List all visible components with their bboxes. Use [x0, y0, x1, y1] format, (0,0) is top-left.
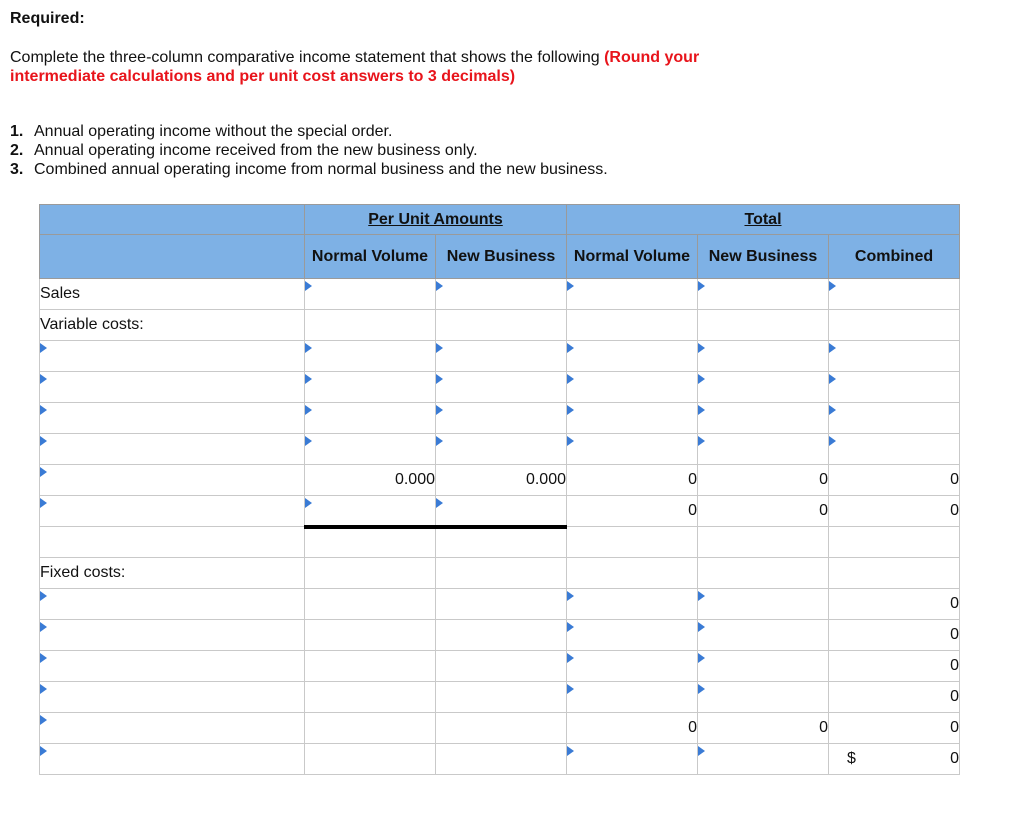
steps-list [10, 122, 608, 179]
variable-cost-label-input[interactable] [40, 403, 305, 434]
variable-cost-input[interactable] [567, 434, 698, 465]
cell [305, 744, 436, 775]
fixed-combined-value: 0 [829, 589, 960, 620]
cell [436, 589, 567, 620]
group-header-row [40, 205, 960, 235]
cell [567, 558, 698, 589]
total-value: 0 [567, 465, 698, 496]
variable-costs-row [40, 310, 960, 341]
per-unit-label: Per Unit Amounts [368, 210, 503, 228]
variable-cost-input[interactable] [436, 434, 567, 465]
cell [567, 527, 698, 558]
cell [436, 682, 567, 713]
fixed-cost-row [40, 620, 960, 651]
cell [698, 310, 829, 341]
cell [436, 744, 567, 775]
cell [698, 527, 829, 558]
cell [829, 527, 960, 558]
cell [567, 310, 698, 341]
cell [305, 310, 436, 341]
col-tot-new: New Business [698, 235, 829, 279]
per-unit-header [305, 205, 567, 235]
fixed-costs-row [40, 558, 960, 589]
step-1-text: Annual operating income without the special order. [34, 123, 393, 140]
variable-cost-label-input[interactable] [40, 372, 305, 403]
total-value: 0 [567, 496, 698, 527]
variable-cost-row [40, 372, 960, 403]
total-value: 0 [829, 713, 960, 744]
fixed-cost-input[interactable] [567, 682, 698, 713]
variable-cost-input[interactable] [305, 341, 436, 372]
fixed-combined-value: 0 [829, 620, 960, 651]
col-tot-combined: Combined [829, 235, 960, 279]
operating-income-new-input[interactable] [698, 744, 829, 775]
rounding-note: (Round your intermediate calculations and per unit cost answers to 3 decimals) [10, 49, 700, 85]
variable-cost-input[interactable] [829, 403, 960, 434]
col-pu-normal: Normal Volume [305, 235, 436, 279]
sales-tot-normal-input[interactable] [567, 279, 698, 310]
required-title: Required: [10, 10, 85, 27]
total-value: 0.000 [305, 465, 436, 496]
variable-cost-row [40, 403, 960, 434]
header-blank-2 [40, 235, 305, 279]
sales-pu-new-input[interactable] [436, 279, 567, 310]
sales-label: Sales [40, 279, 305, 310]
variable-cost-input[interactable] [305, 434, 436, 465]
total-value: 0 [829, 465, 960, 496]
instructions [10, 48, 790, 86]
fixed-combined-value: 0 [829, 682, 960, 713]
fixed-cost-input[interactable] [698, 589, 829, 620]
fixed-cost-label-input[interactable] [40, 620, 305, 651]
fixed-total-label-input[interactable] [40, 713, 305, 744]
variable-costs-label: Variable costs: [40, 310, 305, 341]
operating-income-combined [829, 744, 960, 775]
contribution-pu-normal-input[interactable] [305, 496, 436, 527]
total-value: 0 [698, 713, 829, 744]
instructions-text: Complete the three-column comparative income statement that shows the following [10, 49, 605, 66]
total-label: Total [744, 210, 782, 228]
total-value: 0 [829, 496, 960, 527]
variable-cost-input[interactable] [698, 403, 829, 434]
cell [305, 713, 436, 744]
fixed-cost-row [40, 589, 960, 620]
sales-pu-normal-input[interactable] [305, 279, 436, 310]
operating-income-normal-input[interactable] [567, 744, 698, 775]
total-value: 0.000 [436, 465, 567, 496]
cell [305, 651, 436, 682]
fixed-cost-row [40, 651, 960, 682]
sales-tot-new-input[interactable] [698, 279, 829, 310]
fixed-cost-input[interactable] [698, 682, 829, 713]
variable-cost-label-input[interactable] [40, 341, 305, 372]
fixed-cost-label-input[interactable] [40, 651, 305, 682]
fixed-total-row [40, 713, 960, 744]
variable-cost-input[interactable] [436, 403, 567, 434]
variable-total-label-input[interactable] [40, 465, 305, 496]
step-3 [10, 160, 608, 179]
total-value: 0 [698, 496, 829, 527]
variable-cost-input[interactable] [305, 403, 436, 434]
header-blank [40, 205, 305, 235]
variable-cost-row [40, 341, 960, 372]
fixed-cost-input[interactable] [698, 651, 829, 682]
column-header-row [40, 235, 960, 279]
variable-cost-input[interactable] [567, 372, 698, 403]
total-value: 0 [567, 713, 698, 744]
variable-cost-input[interactable] [829, 434, 960, 465]
fixed-cost-label-input[interactable] [40, 589, 305, 620]
fixed-cost-input[interactable] [567, 589, 698, 620]
cell [305, 589, 436, 620]
currency-symbol: $ [847, 750, 856, 767]
fixed-cost-input[interactable] [567, 651, 698, 682]
fixed-cost-row [40, 682, 960, 713]
cell [436, 558, 567, 589]
step-3-num: 3. [10, 161, 24, 178]
fixed-cost-input[interactable] [567, 620, 698, 651]
variable-cost-input[interactable] [698, 341, 829, 372]
variable-cost-input[interactable] [436, 341, 567, 372]
variable-cost-input[interactable] [698, 434, 829, 465]
sales-row [40, 279, 960, 310]
fixed-combined-value: 0 [829, 651, 960, 682]
cell [436, 713, 567, 744]
cell [305, 558, 436, 589]
variable-cost-input[interactable] [567, 403, 698, 434]
fixed-cost-input[interactable] [698, 620, 829, 651]
col-pu-new: New Business [436, 235, 567, 279]
cell [829, 558, 960, 589]
cell [829, 310, 960, 341]
variable-cost-label-input[interactable] [40, 434, 305, 465]
operating-income-label-input[interactable] [40, 744, 305, 775]
income-statement-table [39, 204, 960, 775]
fixed-cost-label-input[interactable] [40, 682, 305, 713]
spacer-row [40, 527, 960, 558]
step-1-num: 1. [10, 123, 24, 140]
step-2-num: 2. [10, 142, 24, 159]
contribution-pu-new-input[interactable] [436, 496, 567, 527]
cell [436, 620, 567, 651]
operating-income-value: 0 [950, 750, 959, 767]
step-2 [10, 141, 608, 160]
step-2-text: Annual operating income received from the new business only. [34, 142, 478, 159]
variable-total-row [40, 465, 960, 496]
total-header [567, 205, 960, 235]
sales-tot-combined-input[interactable] [829, 279, 960, 310]
contribution-row [40, 496, 960, 527]
variable-cost-input[interactable] [436, 372, 567, 403]
total-value: 0 [698, 465, 829, 496]
step-1 [10, 122, 608, 141]
variable-cost-input[interactable] [698, 372, 829, 403]
cell [40, 527, 305, 558]
cell [305, 620, 436, 651]
variable-cost-input[interactable] [829, 372, 960, 403]
variable-cost-input[interactable] [305, 372, 436, 403]
cell [436, 651, 567, 682]
contribution-label-input[interactable] [40, 496, 305, 527]
col-tot-normal: Normal Volume [567, 235, 698, 279]
variable-cost-input[interactable] [829, 341, 960, 372]
fixed-costs-label: Fixed costs: [40, 558, 305, 589]
cell [305, 527, 436, 558]
operating-income-row [40, 744, 960, 775]
variable-cost-input[interactable] [567, 341, 698, 372]
step-3-text: Combined annual operating income from normal business and the new business. [34, 161, 608, 178]
cell [436, 527, 567, 558]
cell [436, 310, 567, 341]
variable-cost-row [40, 434, 960, 465]
cell [698, 558, 829, 589]
cell [305, 682, 436, 713]
